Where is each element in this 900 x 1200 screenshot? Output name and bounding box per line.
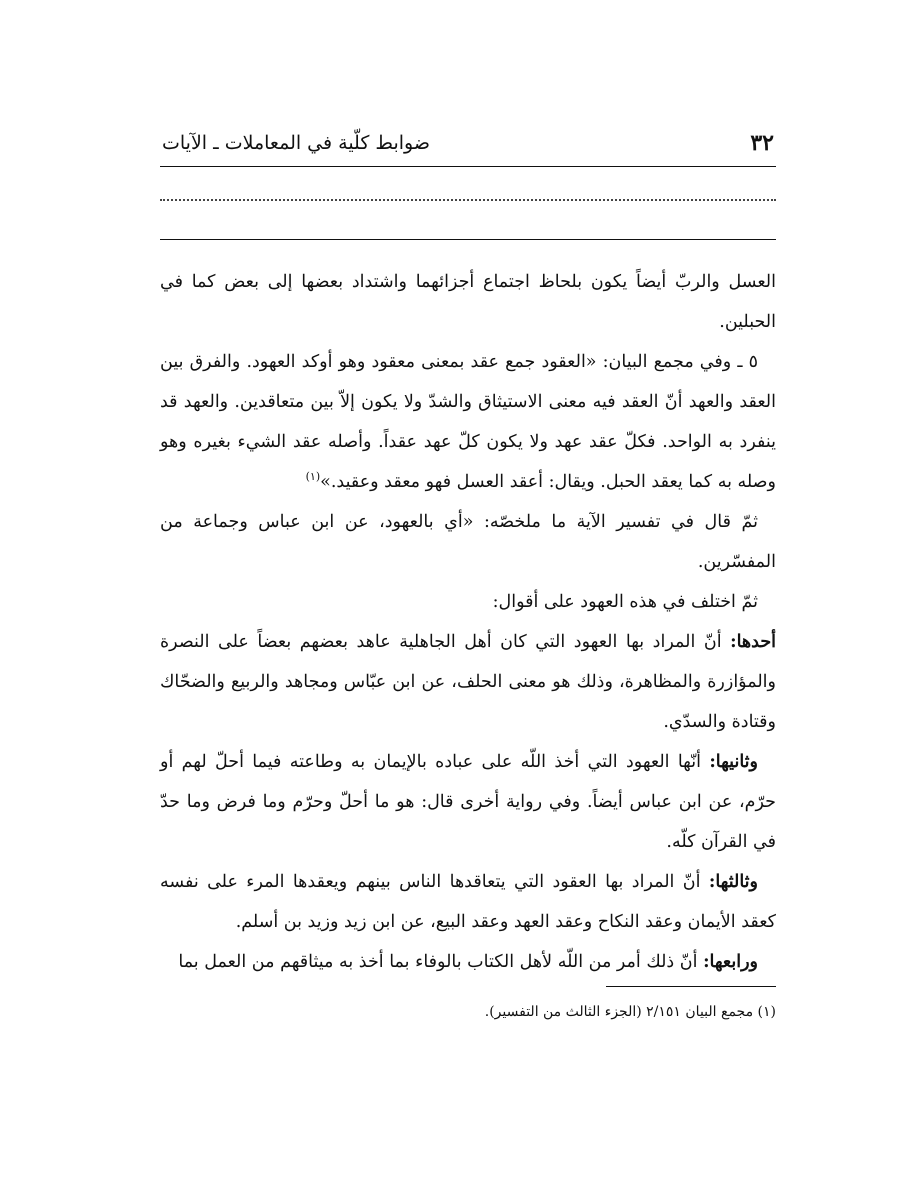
paragraph-5-lead: أحدها: xyxy=(730,632,776,652)
paragraph-6 xyxy=(160,742,776,862)
paragraph-6-lead: وثانيها: xyxy=(709,752,758,772)
paragraph-5 xyxy=(160,622,776,742)
dotted-divider xyxy=(160,199,776,205)
paragraph-7-lead: وثالثها: xyxy=(708,872,758,892)
paragraph-5-text: أنّ المراد بها العهود التي كان أهل الجاهلية عاهد بعضهم بعضاً على النصرة والمؤازرة والمظاهرة، وذلك هو معنى الحلف، عن ابن عبّاس ومجاهد والربيع والضحّاك وقتادة والسدّي. xyxy=(160,632,776,732)
paragraph-8 xyxy=(160,942,776,982)
footnote-reference: (١) xyxy=(305,470,321,484)
paragraph-7 xyxy=(160,862,776,942)
paragraph-1: العسل والربّ أيضاً يكون بلحاظ اجتماع أجزائهما واشتداد بعضها إلى بعض كما في الحبلين. xyxy=(160,272,776,332)
page-header xyxy=(160,120,776,167)
header-rule xyxy=(160,239,776,240)
document-page xyxy=(160,120,776,1023)
footnote: (١) مجمع البيان ٢/١٥١ (الجزء الثالث من التفسير). xyxy=(484,1004,776,1020)
paragraph-6-text: أنّها العهود التي أخذ اللّه على عباده بالإيمان به وطاعته فيما أحلّ لهم أو حرّم، عن ابن عباس أيضاً. وفي رواية أخرى قال: هو ما أحلّ وحرّم وما فرض وما حدّ في القرآن كلّه. xyxy=(160,752,776,852)
footnote-rule xyxy=(606,986,776,987)
paragraph-8-lead: ورابعها: xyxy=(703,952,758,972)
running-title: ضوابط كلّية في المعاملات ـ الآيات xyxy=(162,132,430,154)
paragraph-8-text: أنّ ذلك أمر من اللّه لأهل الكتاب بالوفاء بما أخذ به ميثاقهم من العمل بما xyxy=(178,952,704,972)
page-number: ٣٢ xyxy=(750,130,774,156)
paragraph-2-text: ٥ ـ وفي مجمع البيان: «العقود جمع عقد بمعنى معقود وهو أوكد العهود. والفرق بين العقد والعهد أنّ العقد فيه معنى الاستيثاق والشدّ ولا يكون إلاّ بين متعاقدين. والعهد قد ينفرد به الواحد. فكلّ عقد عهد ولا يكون كلّ عهد عقداً. وأصله عقد الشيء بغيره وهو وصله به كما يعقد الحبل. ويقال: أعقد العسل فهو معقد وعقيد.» xyxy=(160,352,776,492)
paragraph-4: ثمّ اختلف في هذه العهود على أقوال: xyxy=(492,592,758,612)
body-text xyxy=(160,262,776,982)
paragraph-3: ثمّ قال في تفسير الآية ما ملخصّه: «أي بالعهود، عن ابن عباس وجماعة من المفسّرين. xyxy=(160,512,776,572)
paragraph-2 xyxy=(160,342,776,502)
paragraph-7-text: أنّ المراد بها العقود التي يتعاقدها الناس بينهم ويعقدها المرء على نفسه كعقد الأيمان وعقد النكاح وعقد العهد وعقد البيع، عن ابن زيد وزيد بن أسلم. xyxy=(160,872,776,932)
